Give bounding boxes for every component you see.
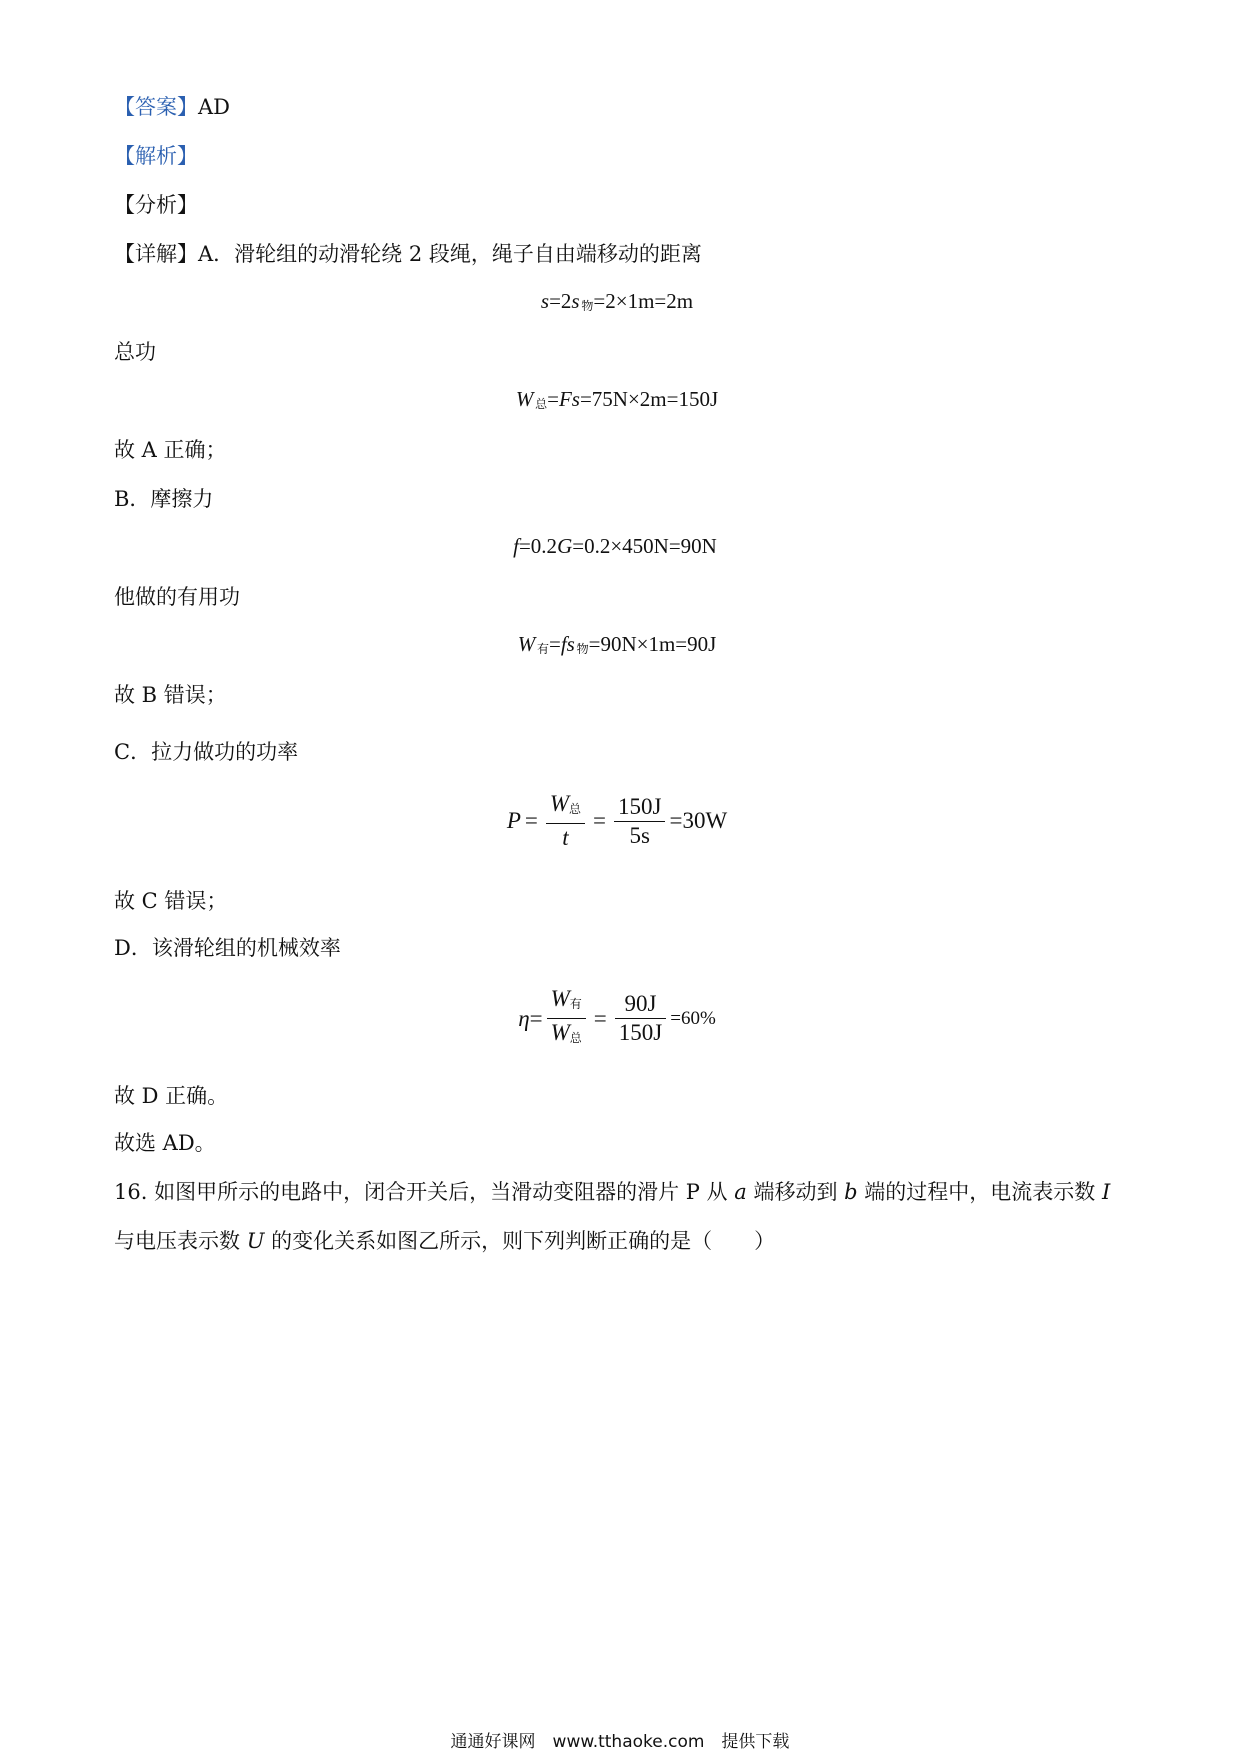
question-16-line1: 16. 如图甲所示的电路中，闭合开关后，当滑动变阻器的滑片 P 从 a 端移动到 b 端的过程中，电流表示数 I bbox=[114, 1180, 1111, 1204]
answer-line bbox=[114, 92, 230, 122]
choose-line: 故选 AD。 bbox=[114, 1131, 216, 1155]
fenxi-tag: 【分析】 bbox=[114, 193, 198, 217]
d-correct: 故 D 正确。 bbox=[114, 1084, 229, 1108]
b-wrong: 故 B 错误； bbox=[114, 683, 227, 707]
b-friction: B．摩擦力 bbox=[114, 487, 214, 511]
fraction-w-over-t: $\frac{\text{W总}}{t}$ bbox=[546, 790, 585, 852]
answer-value: AD bbox=[198, 95, 231, 119]
analysis-tag: 【解析】 bbox=[114, 144, 198, 168]
formula-eta: η = $\frac{\text{W有}}{\text{W总}}$ = $\frac{90J}{150J}$ =60% bbox=[0, 985, 1240, 1052]
detail-text: A．滑轮组的动滑轮绕 2 段绳，绳子自由端移动的距离 bbox=[198, 242, 702, 266]
detail-line bbox=[114, 239, 702, 269]
formula-p: P = $\frac{\text{W总}}{t}$ = $\frac{150J}{5s}$ =30W bbox=[506, 791, 728, 850]
formula-w-useful: W 有=fs 物=90N×1m=90J bbox=[517, 632, 717, 656]
d-eff: D．该滑轮组的机械效率 bbox=[114, 936, 341, 960]
formula-f: f=0.2G=0.2×450N=90N bbox=[513, 534, 717, 558]
total-work-label: 总功 bbox=[114, 340, 156, 364]
formula-w-total: W 总=Fs=75N×2m=150J bbox=[515, 387, 719, 411]
c-wrong: 故 C 错误； bbox=[114, 889, 228, 913]
fraction-150j-over-5s: $\frac{150J}{5s}$ bbox=[614, 793, 665, 850]
fraction-90j-over-150j: $\frac{90J}{150J}$ bbox=[615, 990, 666, 1047]
fraction-w-useful-over-w-total: $\frac{\text{W有}}{\text{W总}}$ bbox=[547, 985, 586, 1052]
question-16-line2: 与电压表示数 U 的变化关系如图乙所示，则下列判断正确的是（ ） bbox=[114, 1229, 776, 1253]
answer-tag: 【答案】 bbox=[114, 95, 198, 119]
detail-tag: 【详解】 bbox=[114, 242, 198, 266]
formula-s: s=2s 物=2×1m=2m bbox=[540, 289, 694, 313]
a-correct: 故 A 正确； bbox=[114, 438, 227, 462]
c-power: C．拉力做功的功率 bbox=[114, 740, 299, 764]
useful-work-label: 他做的有用功 bbox=[114, 585, 240, 609]
footer-watermark: 通通好课网 www.tthaoke.com 提供下载 bbox=[450, 1732, 790, 1752]
